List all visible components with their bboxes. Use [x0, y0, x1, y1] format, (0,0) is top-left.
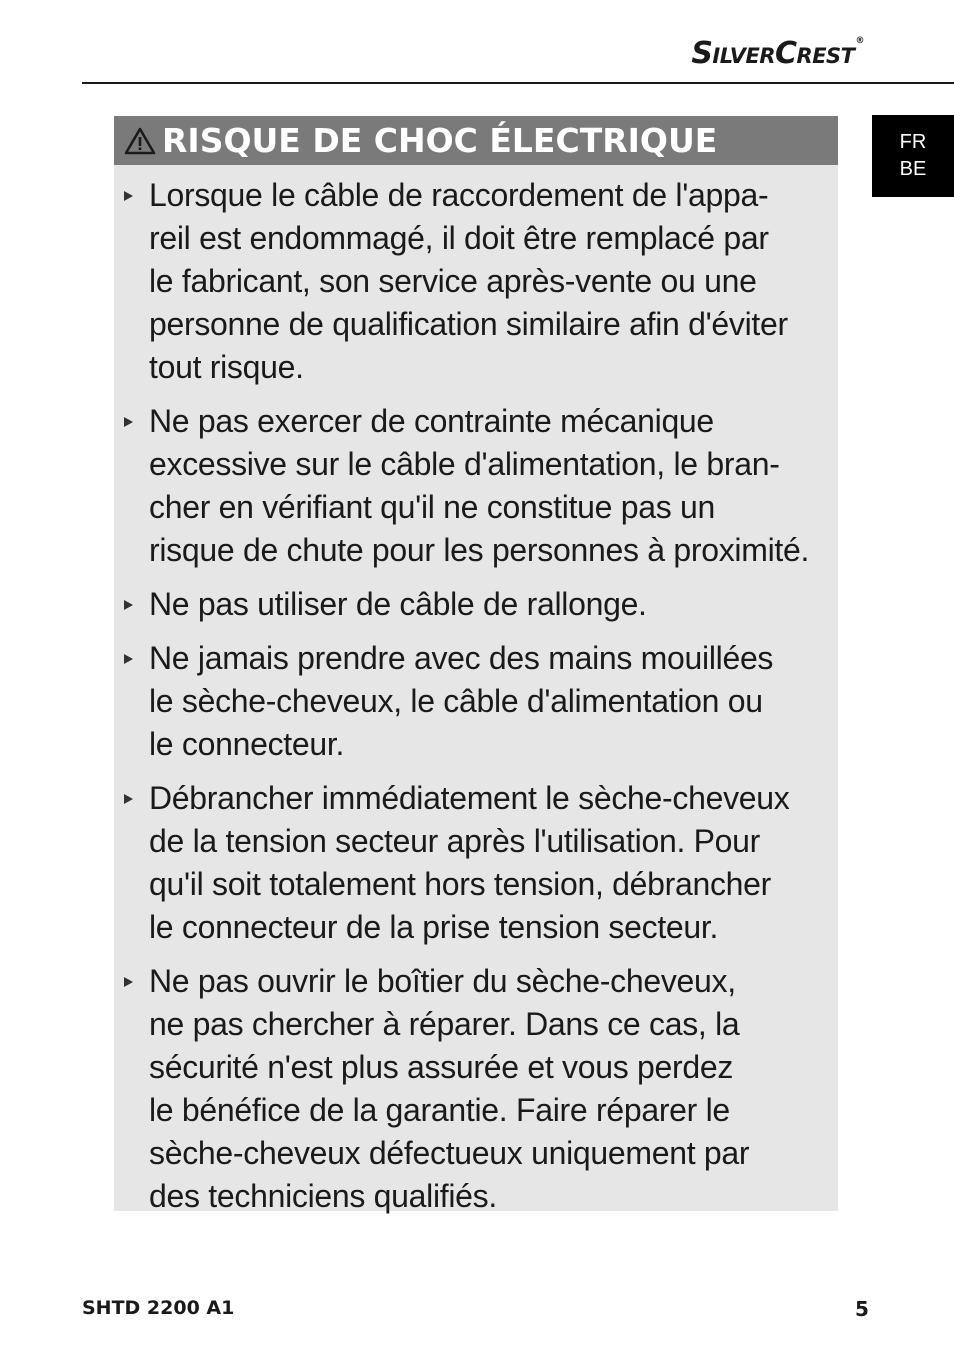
language-code-be: BE [899, 158, 927, 180]
warning-triangle-icon [124, 127, 156, 155]
bullet-arrow-icon [124, 600, 133, 610]
warning-box [114, 116, 838, 1214]
bullet-arrow-icon [124, 191, 133, 201]
bullet-arrow-icon [124, 794, 133, 804]
list-item-text: Ne pas utiliser de câble de rallonge. [149, 586, 647, 622]
list-item-text: Ne pas exercer de contrainte mécanique excessive sur le câble d'alimentation, le bran- cher en vérifiant qu'il ne constitue pas un risque de chute pour les personnes à proximité. [149, 403, 810, 568]
footer-model: SHTD 2200 A1 [82, 1297, 235, 1319]
language-tab [872, 115, 954, 197]
page-number: 5 [855, 1297, 869, 1321]
list-item-text: Ne pas ouvrir le boîtier du sèche-cheveux, ne pas chercher à réparer. Dans ce cas, la sécurité n'est plus assurée et vous perdez le bénéfice de la garantie. Faire réparer le sèche-cheveux défectueux uniquement par des techniciens qualifiés. [149, 963, 750, 1214]
brand-logo [691, 36, 864, 71]
list-item-text: Lorsque le câble de raccordement de l'appa- reil est endommagé, il doit être remplacé par le fabricant, son service après-vente ou une personne de qualification similaire afin d'éviter tout risque. [149, 177, 788, 385]
bullet-arrow-icon [124, 977, 133, 987]
list-item-text: Débrancher immédiatement le sèche-cheveux de la tension secteur après l'utilisation. Pour qu'il soit totalement hors tension, débrancher le connecteur de la prise tension secteur. [149, 780, 790, 945]
list-item [114, 777, 838, 949]
header-divider [82, 82, 954, 84]
warning-title: RISQUE DE CHOC ÉLECTRIQUE [162, 121, 718, 160]
list-item [114, 174, 838, 389]
registered-mark: ® [855, 36, 864, 46]
warning-list [114, 174, 838, 1229]
bullet-arrow-icon [124, 654, 133, 664]
list-item [114, 400, 838, 572]
language-code-fr: FR [899, 131, 927, 153]
list-item [114, 637, 838, 766]
warning-header [114, 116, 838, 165]
list-item [114, 583, 838, 626]
brand-name: SilverCrest [691, 36, 855, 71]
list-item [114, 960, 838, 1218]
bullet-arrow-icon [124, 417, 133, 427]
list-item-text: Ne jamais prendre avec des mains mouillées le sèche-cheveux, le câble d'alimentation ou le connecteur. [149, 640, 774, 762]
